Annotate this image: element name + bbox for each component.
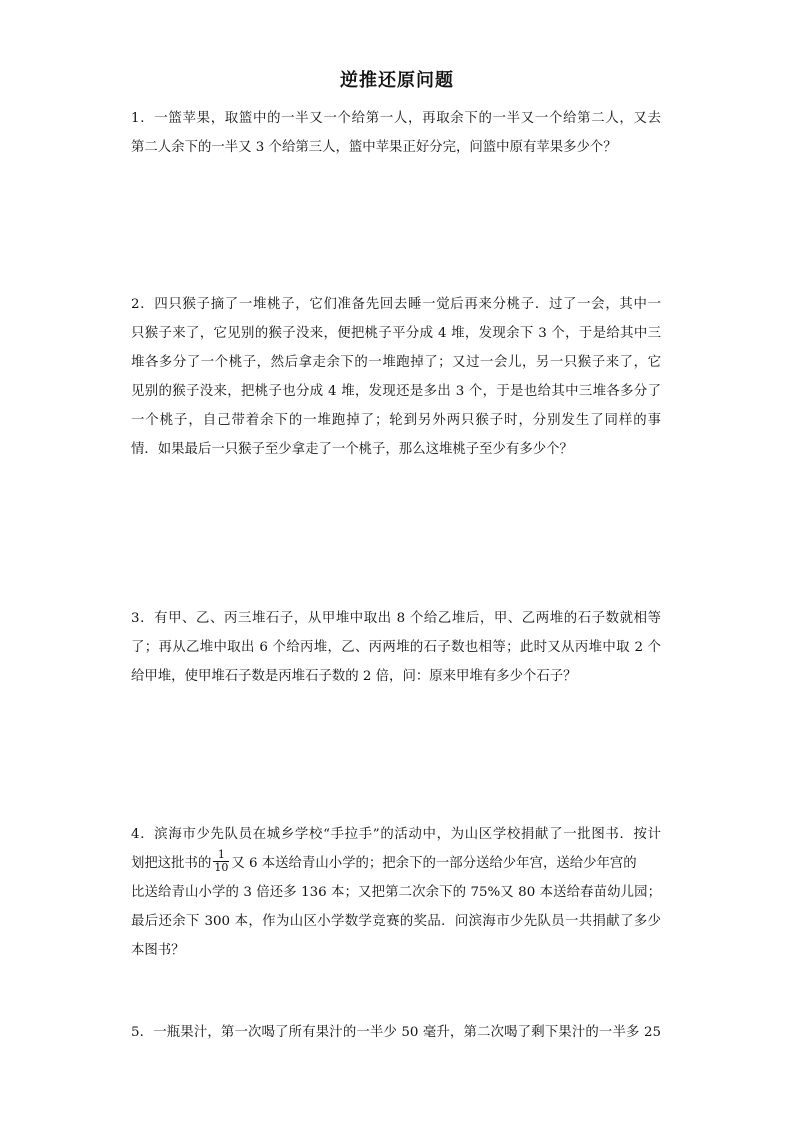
problem-2 bbox=[131, 290, 661, 464]
problem-2-line-4: 见别的猴子没来，把桃子也分成 4 堆，发现还是多出 3 个，于是也给其中三堆各多分了 bbox=[131, 384, 661, 399]
problem-1-line-2: 第二人余下的一半又 3 个给第三人，篮中苹果正好分完，问篮中原有苹果多少个？ bbox=[131, 140, 617, 155]
page-title: 逆推还原问题 bbox=[340, 70, 454, 91]
problem-3-line-2: 了；再从乙堆中取出 6 个给丙堆，乙、丙两堆的石子数也相等；此时又从丙堆中取 2 个 bbox=[131, 640, 661, 655]
problem-4 bbox=[131, 820, 661, 965]
problem-4-line-4: 最后还余下 300 本，作为山区小学数学竞赛的奖品．问滨海市少先队员一共捐献了多少 bbox=[131, 914, 661, 929]
problem-2-line-6: 情．如果最后一只猴子至少拿走了一个桃子，那么这堆桃子至少有多少个？ bbox=[131, 442, 573, 457]
problem-2-line-5: 一个桃子，自己带着余下的一堆跑掉了；轮到另外两只猴子时，分别发生了同样的事 bbox=[131, 413, 661, 428]
fraction-one-tenth bbox=[213, 849, 229, 874]
problem-4-line-2-before: 划把这批书的 bbox=[131, 856, 212, 871]
problem-1 bbox=[131, 104, 661, 162]
problem-4-line-3: 比送给青山小学的 3 倍还多 136 本；又把第二次余下的 75%又 80 本送给春苗幼儿园； bbox=[131, 885, 661, 900]
fraction-denominator: 10 bbox=[214, 861, 229, 874]
problem-2-line-3: 堆各多分了一个桃子，然后拿走余下的一堆跑掉了；又过一会儿，另一只猴子来了，它 bbox=[131, 355, 661, 370]
problem-2-line-1: 2．四只猴子摘了一堆桃子，它们准备先回去睡一觉后再来分桃子．过了一会，其中一 bbox=[131, 297, 661, 312]
problem-5-line-1: 5．一瓶果汁，第一次喝了所有果汁的一半少 50 毫升，第二次喝了剩下果汁的一半多 25 bbox=[131, 1025, 661, 1040]
problem-3 bbox=[131, 604, 661, 691]
problem-5 bbox=[131, 1018, 661, 1047]
problem-4-line-2 bbox=[131, 849, 661, 878]
fraction-numerator: 1 bbox=[213, 849, 229, 862]
problem-4-line-1: 4．滨海市少先队员在城乡学校“手拉手”的活动中，为山区学校捐献了一批图书．按计 bbox=[131, 827, 661, 842]
problem-2-line-2: 只猴子来了，它见别的猴子没来，便把桃子平分成 4 堆，发现余下 3 个，于是给其中三 bbox=[131, 326, 661, 341]
problem-3-line-1: 3．有甲、乙、丙三堆石子，从甲堆中取出 8 个给乙堆后，甲、乙两堆的石子数就相等 bbox=[131, 611, 661, 626]
problem-4-line-5: 本图书？ bbox=[131, 943, 185, 958]
problem-1-line-1: 1．一篮苹果，取篮中的一半又一个给第一人，再取余下的一半又一个给第二人，又去 bbox=[131, 111, 661, 126]
problem-3-line-3: 给甲堆，使甲堆石子数是丙堆石子数的 2 倍，问：原来甲堆有多少个石子？ bbox=[131, 669, 577, 684]
problem-4-line-2-after: 又 6 本送给青山小学的；把余下的一部分送给少年宫，送给少年宫的 bbox=[231, 856, 637, 871]
